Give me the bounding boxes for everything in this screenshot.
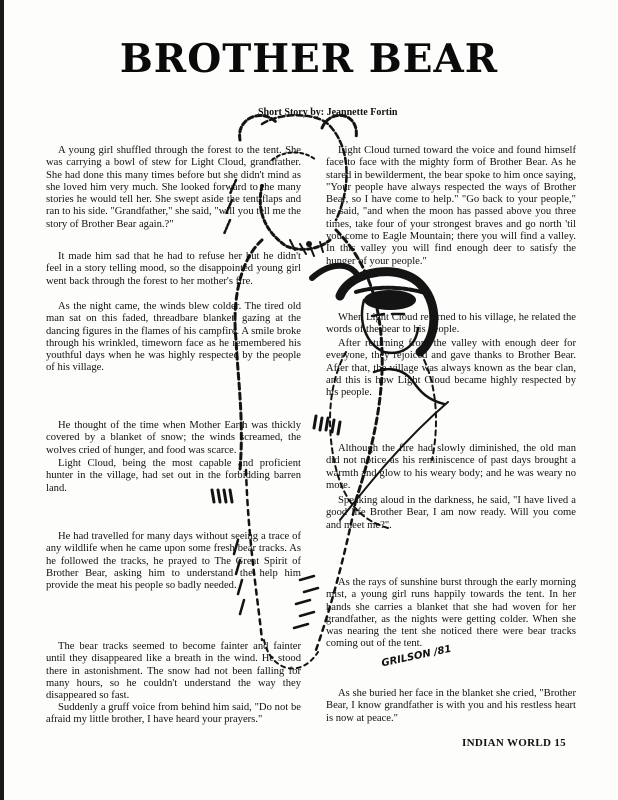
right-paragraph-1: Light Cloud turned toward the voice and found himself face to face with the mighty form of Brother Bear. As he stared in bewilderment, the bear spoke to him once saying, "Your people have always respected the ways of Brother Bear, so I have come to help." "Go back to your people," he said, "and when the moon has passed above you three times, take four of your strongest braves and go north 'til you come to Eagle Mountain; there you will find a valley. In this valley you will find enough deer to satisfy the hunger of your people." (326, 145, 576, 267)
right-paragraph-4: Although the fire had slowly diminished, the old man did not notice as his reminiscence of past days brought a warmth and glow to his weary body; and he was weary no more. (326, 443, 576, 491)
right-paragraph-2: When Light Cloud returned to his village, he related the words of the bear to his people. (326, 312, 576, 336)
artist-signature: GRILSON /81 (380, 643, 453, 670)
left-paragraph-5: Light Cloud, being the most capable and proficient hunter in the village, had set out in the forbidding barren land. (46, 458, 301, 494)
left-paragraph-8: Suddenly a gruff voice from behind him said, "Do not be afraid my little brother, I have heard your prayers." (46, 702, 301, 726)
author-byline: Short Story by: Jeannette Fortin (258, 107, 398, 118)
right-paragraph-6: As the rays of sunshine burst through the early morning mist, a young girl runs happily towards the tent. In her hands she carries a blanket that she had woven for her grandfather, as the nights were getting colder. When she was nearing the tent she noticed there were bear tracks coming out of the tent. (326, 577, 576, 650)
right-paragraph-3: After returning from the valley with enough deer for everyone, they rejoiced and gave thanks to Brother Bear. After that, the village was always known as the bear clan, and this is how Light Cloud became highly respected by his people. (326, 338, 576, 399)
left-paragraph-2: It made him sad that he had to refuse her but he didn't feel in a story telling mood, so the disappointed young girl went back through the forest to her mother's fire. (46, 251, 301, 287)
left-paragraph-7: The bear tracks seemed to become fainter and fainter until they disappeared like a breath in the wind. He stood there in astonishment. The snow had not been falling for many hours, so he couldn't understand the way they disappeared so fast. (46, 641, 301, 702)
story-title: BROTHER BEAR (119, 36, 499, 82)
right-paragraph-7: As she buried her face in the blanket she cried, "Brother Bear, I know grandfather is with you and his restless heart is now at peace." (326, 688, 576, 724)
page-folio: INDIAN WORLD 15 (462, 737, 566, 749)
left-paragraph-4: He thought of the time when Mother Earth was thickly covered by a blanket of snow; the winds screamed, the wolves cried of hunger, and food was scarce. (46, 420, 301, 456)
bear-ear-right (322, 115, 356, 138)
left-paragraph-3: As the night came, the winds blew colder. The tired old man sat on this faded, threadbare blanket, gazing at the dancing figures in the flames of his campfire. A smile broke through his wrinkled, timeworn face as he remembered his youthful days when he was highly respected by the people of his village. (46, 301, 301, 374)
left-paragraph-6: He had travelled for many days without seeing a trace of any wildlife when he came upon some fresh bear tracks. As he followed the tracks, he prayed to The Great Spirit of Brother Bear, asking him to understand the help him provide the meat his people so badly needed. (46, 531, 301, 592)
left-paragraph-1: A young girl shuffled through the forest to the tent. She was carrying a bowl of stew for Light Cloud, grandfather. She had done this many times before but she didn't mind as she loved him very much. She looked forward to the many stories he would tell her. She swept aside the tent flaps and ran to his side. "Grandfather," she said, "will you tell me the story of Brother Bear again.?" (46, 145, 301, 230)
right-paragraph-5: Speaking aloud in the darkness, he said, "I have lived a good life Brother Bear, I am now ready. Will you come and meet me?". (326, 495, 576, 531)
